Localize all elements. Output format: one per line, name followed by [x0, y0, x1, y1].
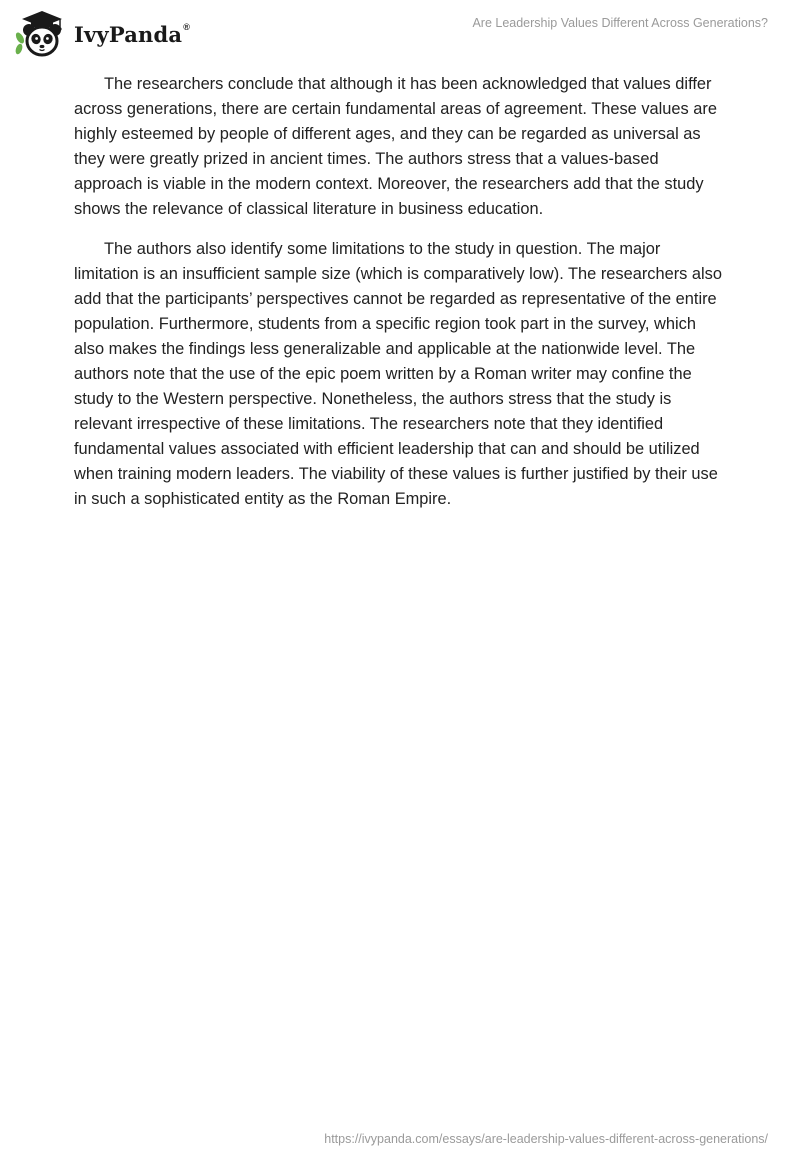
source-url[interactable]: https://ivypanda.com/essays/are-leadership-values-different-across-generations/	[324, 1132, 768, 1146]
logo-wordmark	[74, 22, 190, 47]
page-header	[0, 0, 800, 64]
panda-graduation-cap-icon	[14, 8, 68, 58]
paragraph: The researchers conclude that although it has been acknowledged that values differ across generations, there are certain fundamental areas of agreement. These values are highly esteemed by people of different ages, and they can be regarded as universal as they were greatly prized in ancient times. The authors stress that a values-based approach is viable in the modern context. Moreover, the researchers add that the study shows the relevance of classical literature in business education.	[74, 75, 717, 218]
paragraph: The authors also identify some limitations to the study in question. The major limitation is an insufficient sample size (which is comparatively low). The researchers also add that the participants’ perspectives cannot be regarded as representative of the entire population. Furthermore, students from a specific region took part in the survey, which also makes the findings less generalizable and applicable at the nationwide level. The authors note that the use of the epic poem written by a Roman writer may confine the study to the Western perspective. Nonetheless, the authors stress that the study is relevant irrespective of these limitations. The researchers note that they identified fundamental values associated with efficient leadership that can and should be utilized when training modern leaders. The viability of these values is further justified by their use in such a sophisticated entity as the Roman Empire.	[74, 240, 722, 508]
registered-mark: ®	[183, 21, 191, 32]
brand-name: IvyPanda	[74, 21, 183, 47]
essay-body	[74, 72, 726, 527]
ivypanda-logo[interactable]	[14, 8, 190, 58]
document-title: Are Leadership Values Different Across Generations?	[472, 16, 768, 30]
